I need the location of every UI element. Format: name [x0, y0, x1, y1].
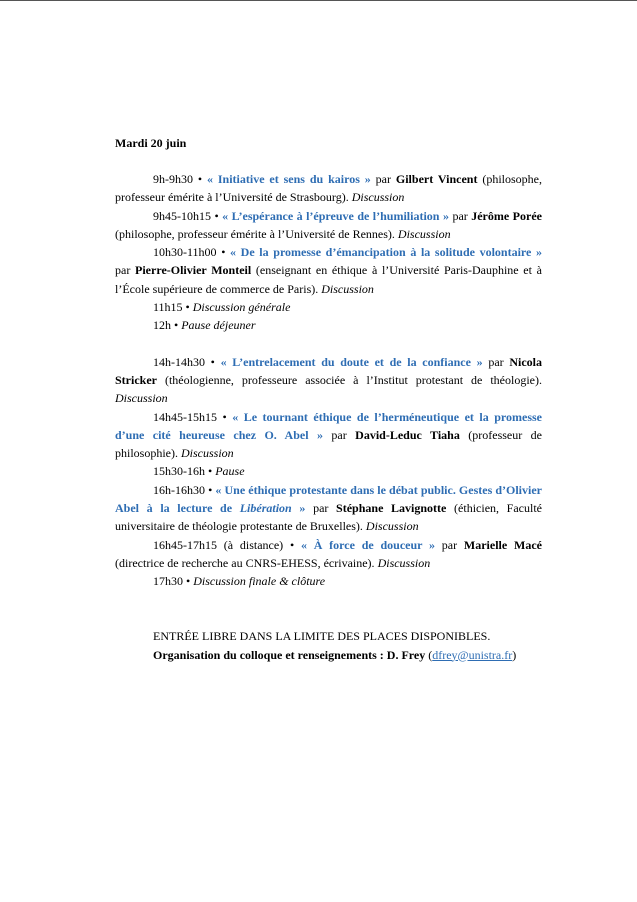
discussion-note: Discussion	[181, 446, 234, 461]
break-label: Pause déjeuner	[181, 318, 256, 333]
session-entry	[115, 170, 542, 207]
session-title: « De la promesse d’émancipation à la solitude volontaire »	[230, 245, 542, 260]
par-text: par	[322, 427, 356, 442]
break-label: Discussion générale	[192, 300, 291, 315]
discussion-note: Discussion	[377, 555, 431, 570]
session-entry	[115, 207, 542, 244]
entry-notice: ENTRÉE LIBRE DANS LA LIMITE DES PLACES DISPONIBLES.	[153, 629, 491, 643]
session-entry	[115, 408, 542, 463]
break-entry	[115, 298, 542, 316]
speaker-name: Pierre-Olivier Monteil	[135, 263, 252, 278]
email-link[interactable]: dfrey@unistra.fr	[432, 647, 513, 662]
footer-block	[153, 627, 516, 664]
organisation-line	[153, 646, 516, 665]
session-time: 16h-16h30 •	[153, 482, 216, 497]
organisation-label: Organisation du colloque et renseignements : D. Frey	[153, 647, 426, 662]
session-time: 14h45-15h15 •	[153, 409, 233, 424]
speaker-name: Stéphane Lavignotte	[336, 501, 447, 516]
session-title-italic: Libération	[239, 501, 292, 516]
par-text: par	[370, 172, 396, 186]
par-text: par	[448, 208, 472, 223]
session-title: « L’espérance à l’épreuve de l’humiliation »	[222, 208, 449, 223]
session-entry	[115, 536, 542, 573]
speaker-name: David-Leduc Tiaha	[355, 427, 460, 442]
break-time: 12h •	[153, 318, 182, 333]
session-title-end: »	[291, 501, 306, 516]
speaker-detail: (philosophe, professeur émérite à l’Université de Rennes).	[115, 226, 398, 241]
speaker-detail: (théologienne, professeure associée à l’Institut protestant de théologie).	[156, 372, 542, 387]
break-label: Discussion finale & clôture	[193, 574, 326, 589]
session-time: 14h-14h30 •	[153, 354, 221, 369]
page-top-border	[0, 0, 637, 1]
par-text: par	[115, 263, 136, 278]
discussion-note: Discussion	[321, 281, 374, 296]
session-title: « À force de douceur »	[300, 537, 436, 552]
speaker-name: Gilbert Vincent	[395, 172, 478, 186]
session-title: « L’entrelacement du doute et de la confiance »	[220, 354, 483, 369]
break-time: 17h30 •	[153, 574, 194, 589]
session-entry	[115, 353, 542, 408]
speaker-detail: (philosophe, professeur émérite à l’Université de Strasbourg).	[115, 172, 542, 205]
speaker-detail: (enseignant en éthique à l’Université Paris-Dauphine et à l’École supérieure de commerce de Paris).	[115, 263, 542, 296]
break-entry	[115, 572, 542, 590]
break-entry	[115, 462, 542, 480]
par-text: par	[482, 354, 510, 369]
speaker-detail: (professeur de philosophie).	[115, 427, 542, 461]
session-title: « Le tournant éthique de l’herméneutique et la promesse d’une cité heureuse chez O. Abel »	[115, 409, 543, 442]
par-text: par	[305, 501, 337, 516]
session-entry	[115, 481, 542, 536]
day-heading: Mardi 20 juin	[115, 136, 187, 150]
discussion-note: Discussion	[365, 519, 419, 534]
speaker-detail: (éthicien, Faculté universitaire de théologie protestante de Bruxelles).	[115, 501, 543, 534]
speaker-name: Nicola Stricker	[115, 354, 542, 387]
break-time: 11h15 •	[153, 300, 193, 315]
session-entry	[115, 243, 542, 298]
break-entry	[115, 316, 542, 334]
break-label: Pause	[215, 464, 245, 479]
session-time: 10h30-11h00 •	[153, 245, 231, 260]
par-text: par	[435, 537, 464, 552]
break-time: 15h30-16h •	[153, 464, 216, 479]
session-time: 16h45-17h15 (à distance) •	[153, 537, 301, 552]
paren-close: )	[512, 647, 517, 662]
speaker-name: Jérôme Porée	[471, 208, 542, 223]
discussion-note: Discussion	[351, 190, 405, 205]
speaker-name: Marielle Macé	[463, 537, 542, 552]
session-title-part: « Une éthique protestante dans le débat public. Gestes d’Olivier Abel à la lecture de	[115, 482, 543, 516]
session-time: 9h45-10h15 •	[153, 208, 223, 223]
paren-open: (	[425, 647, 433, 662]
program-page	[115, 134, 542, 591]
discussion-note: Discussion	[397, 226, 451, 241]
discussion-note: Discussion	[115, 391, 168, 406]
session-title: « Initiative et sens du kairos »	[206, 172, 371, 186]
session-time: 9h-9h30 •	[153, 172, 207, 186]
speaker-detail: (directrice de recherche au CNRS-EHESS, écrivaine).	[115, 555, 378, 570]
